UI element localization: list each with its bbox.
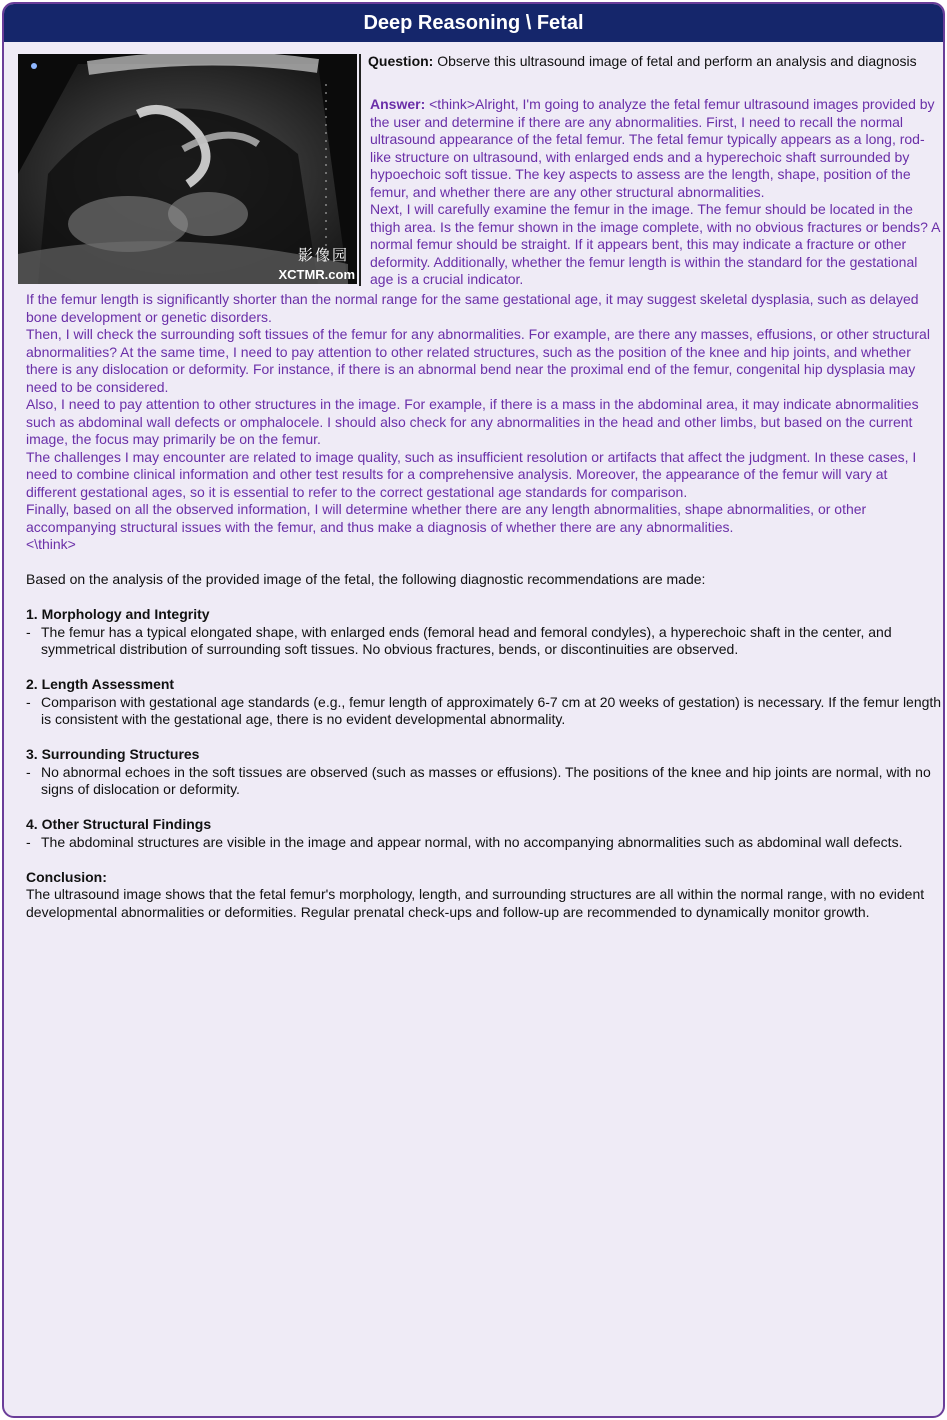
answer-label: Answer: (370, 96, 426, 112)
answer-intro (370, 96, 940, 201)
answer-top-block (370, 96, 940, 289)
section-bullet (26, 764, 943, 799)
card-title: Deep Reasoning \ Fetal (363, 12, 584, 34)
ultrasound-image (18, 54, 357, 284)
answer-paragraph-3: If the femur length is significantly shorter than the normal range for the same gestational age, it may suggest skeletal dysplasia, such as delayed bone development or genetic disorders. (26, 291, 919, 325)
diagnosis-section (26, 606, 943, 659)
think-close-tag: <\think> (26, 536, 76, 552)
conclusion-section (26, 869, 943, 922)
section-bullet (26, 834, 943, 852)
bullet-text: No abnormal echoes in the soft tissues are observed (such as masses or effusions). The positions of the knee and hip joints are normal, with no signs of dislocation or deformity. (41, 763, 931, 797)
image-divider (359, 54, 361, 286)
diagnosis-section (26, 746, 943, 799)
answer-paragraph-7: Finally, based on all the observed information, I will determine whether there are any length abnormalities, shape abnormalities, or other accompanying structural issues with the femur, and thus make a diagnosis of whether there are any abnormalities. (26, 501, 867, 535)
watermark-chinese: 影像园 (297, 246, 349, 264)
watermark-site: XCTMR.com (278, 267, 355, 282)
bullet-dash: - (26, 693, 31, 710)
bullet-text: The abdominal structures are visible in the image and appear normal, with no accompanying abnormalities such as abdominal wall defects. (41, 833, 903, 850)
answer-continued-block (26, 291, 941, 554)
section-bullet (26, 694, 943, 729)
diagnosis-block (26, 571, 943, 921)
answer-paragraph-2: Next, I will carefully examine the femur in the image. The femur should be located in the thigh area. Is the femur shown in the image complete, with no obvious fractures or bends? A normal femur should be straight. If it appears bent, this may indicate a fracture or other deformity. Additionally, whether the femur length is within the standard for the gestational age is a crucial indicator. (370, 201, 940, 287)
reasoning-card (2, 2, 945, 1418)
bullet-dash: - (26, 763, 31, 780)
section-title: 3. Surrounding Structures (26, 746, 200, 762)
diagnosis-intro: Based on the analysis of the provided image of the fetal, the following diagnostic recommendations are made: (26, 571, 706, 587)
answer-paragraph-6: The challenges I may encounter are related to image quality, such as insufficient resolution or artifacts that affect the judgment. In these cases, I need to combine clinical information and other test results for a comprehensive analysis. Moreover, the appearance of the femur will vary at different gestational ages, so it is essential to refer to the correct gestational age standards for comparison. (26, 448, 917, 500)
conclusion-text: The ultrasound image shows that the fetal femur's morphology, length, and surrounding structures are all within the normal range, with no evident developmental abnormalities or deformities. Regular prenatal check-ups and follow-up are recommended to dynamically monitor growth. (26, 886, 925, 920)
answer-paragraph-5: Also, I need to pay attention to other structures in the image. For example, if there is a mass in the abdominal area, it may indicate abnormalities such as abdominal wall defects or omphalocele. I should also check for any abnormalities in the head and other limbs, but based on the current image, the focus may primarily be on the femur. (26, 396, 919, 447)
diagnosis-section (26, 816, 943, 851)
bullet-text: The femur has a typical elongated shape, with enlarged ends (femoral head and femoral condyles), a hyperechoic shaft in the center, and symmetrical distribution of surrounding soft tissues. No obvious fractures, bends, or discontinuities are observed. (41, 623, 892, 657)
conclusion-title: Conclusion: (26, 868, 107, 885)
bullet-text: Comparison with gestational age standards (e.g., femur length of approximately 6-7 cm at 20 weeks of gestation) is necessary. If the femur length is consistent with the gestational age, there is no evident developmental abnormality. (41, 693, 942, 727)
bullet-dash: - (26, 833, 31, 850)
card-header (4, 4, 943, 42)
section-bullet (26, 624, 943, 659)
section-title: 2. Length Assessment (26, 676, 175, 692)
diagnosis-section (26, 676, 943, 729)
answer-intro-text: <think>Alright, I'm going to analyze the fetal femur ultrasound images provided by the user and determine if there are any abnormalities. First, I need to recall the normal ultrasound appearance of the fetal femur. The fetal femur typically appears as a long, rod-like structure on ultrasound, with enlarged ends and a hyperechoic shaft surrounded by hypoechoic soft tissue. The key aspects to assess are the length, shape, position of the femur, and whether there are any other structural abnormalities. (370, 96, 935, 200)
answer-paragraph-4: Then, I will check the surrounding soft tissues of the femur for any abnormalities. For example, are there any masses, effusions, or other structural abnormalities? At the same time, I need to pay attention to other related structures, such as the position of the knee and hip joints, and whether there is any dislocation or deformity. For instance, if there is an abnormal bend near the proximal end of the femur, congenital hip dysplasia may need to be considered. (26, 326, 930, 395)
question-label: Question: (368, 53, 434, 69)
section-title: 4. Other Structural Findings (26, 816, 212, 832)
question-text: Observe this ultrasound image of fetal and perform an analysis and diagnosis (433, 53, 917, 69)
section-title: 1. Morphology and Integrity (26, 606, 210, 622)
question-block (368, 53, 928, 71)
bullet-dash: - (26, 623, 31, 640)
